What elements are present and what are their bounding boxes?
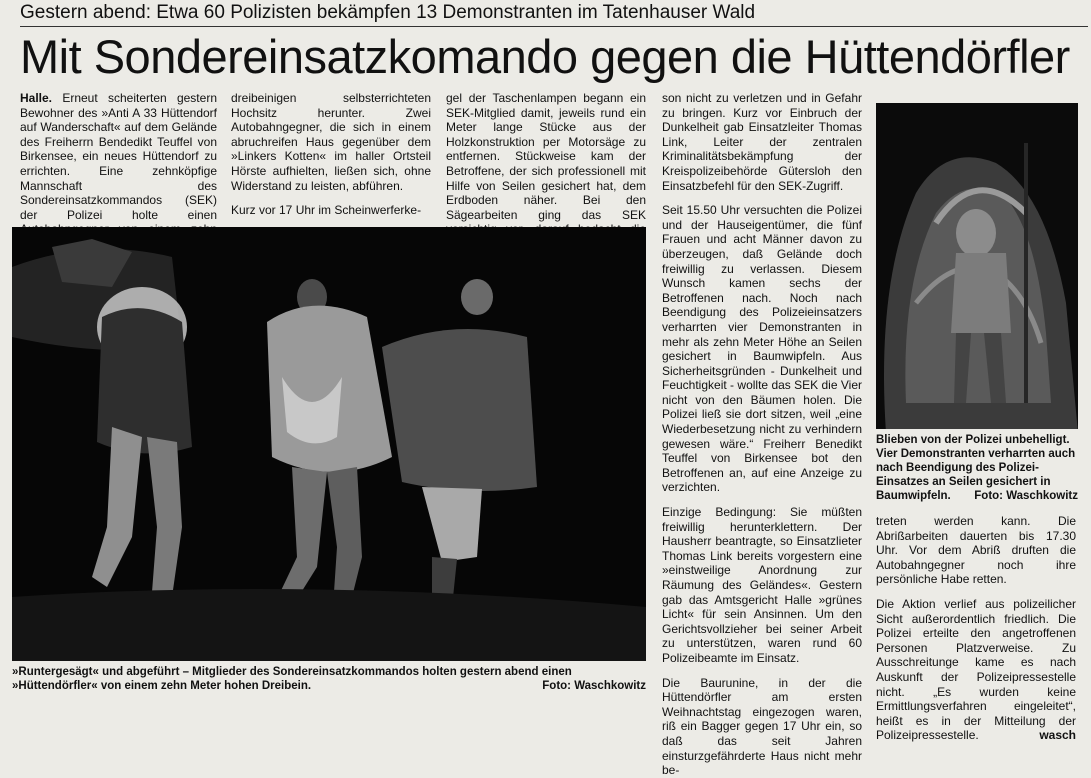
main-caption-text: »Runtergesägt« und abgeführt – Mitglieder des Sondereinsatzkommandos holten gestern abend einen »Hüttendörfler« von einem zehn Meter hohen Dreibein. bbox=[12, 666, 572, 692]
dateline: Halle. bbox=[20, 91, 53, 105]
column-3-paragraph-1: gel der Taschenlampen begann ein SEK-Mitglied damit, jeweils rund ein Meter lange Stücke aus der Holzkonstruktion per Motorsäge zu entfernen. Stückweise kam der Betroffene, der sich professionell mit Hilfe von Seilen gesichert hat, dem Erdboden näher. Bei den Sägearbeiten ging das SEK bbox=[446, 91, 646, 222]
text-column-5 bbox=[876, 514, 1076, 743]
text-column-4 bbox=[662, 91, 862, 778]
column-5-paragraph-1: treten werden kann. Die Abrißarbeiten dauerten bis 17.30 Uhr. Vor dem Abriß druften die Autobahngegner noch ihre persönliche Habe retten. bbox=[876, 514, 1076, 587]
column-1-text: Erneut scheiterten gestern Bewohner des »Anti A 33 Hüttendorf auf Wanderschaft« auf dem Gelände des Freiherrn Bendedikt Teuffel von Birkensee, ein neues Hüttendorf zu errichten. Eine zehnköpfige Mannschaft des Sondereinsatzkommandos (SEK) der Polizei holte einen bbox=[20, 91, 217, 222]
kicker-rule bbox=[20, 26, 1088, 27]
main-photo-caption bbox=[12, 665, 646, 693]
column-4-paragraph-4: Die Baurunine, in der die Hüttendörfler am ersten Weihnachtstag eingezogen waren, riß ein Bagger gegen 17 Uhr ein, so daß das seit Jahren einsturzgefährderte Haus nicht mehr be- bbox=[662, 675, 862, 778]
side-photo-caption bbox=[876, 433, 1078, 503]
column-5-paragraph-2-text: Die Aktion verlief aus polizeilicher Sicht außerordentlich friedlich. Die Polizei erteilte den angetroffenen Personen Platzverweise. Zu Ausschreitunge kame es nach Auskunft der Polizeipressestelle nicht. „Es wurden keine Ermittlungsverfahren eingeleitet“, heißt es in der Mitteilung der Polizeipressestelle. bbox=[876, 596, 1076, 743]
column-4-paragraph-2: Seit 15.50 Uhr versuchten die Polizei und der Hauseigentümer, die fünf Frauen und acht Männer davon zu überzeugen, daß Gelände doch freiwillig zu verlassen. Diesem Wunsch kamen sechs der Betroffenen nach. Noch nach Beendigung des Polizeieinsatzers verharrten vier Demonstranten in mehr als zehn Meter Höhe an Seilen gesichert in Baumwipfeln. Aus Sicherheitsgründen - Dunkelheit und Feuchtigkeit - wollte das SEK die Vier nicht von den Bäumen holen. Die Polizei ließ sie dort sitzen, weil „eine Wiederbesetzung nicht zu verhindern gewesen wäre.“ Freiherr Benedikt Teuffel von Birkensee bot den Betroffenen an, auf eine Anzeige zu verzichten. bbox=[662, 203, 862, 495]
main-caption-credit: Foto: Waschkowitz bbox=[542, 680, 646, 692]
column-2-paragraph-2: Kurz vor 17 Uhr im Scheinwerferke- bbox=[231, 203, 422, 218]
column-2-paragraph-1: dreibeinigen selbsterrichteten Hochsitz herunter. Zwei Autobahngegner, die sich in einem abruchreifen Haus gegenüber dem »Linkers Kotten« im haller Ortsteil Hörste aufhielten, ließen sich, ohne Widerstand zu leisten, abführen. bbox=[231, 91, 431, 193]
author-signature: wasch bbox=[1039, 728, 1076, 743]
main-photo bbox=[12, 227, 646, 661]
side-photo bbox=[876, 103, 1078, 429]
main-photo-image bbox=[12, 227, 646, 661]
column-5-paragraph-2 bbox=[876, 597, 1076, 743]
side-photo-image bbox=[876, 103, 1078, 429]
column-4-paragraph-1: son nicht zu verletzen und in Gefahr zu bringen. Kurz vor Einbruch der Dunkelheit gab Einsatzleiter Thomas Link, Leiter der zentralen Kriminalitätsbekämpfung der Kreispolizeibehörde Gütersloh den Einsatzbefehl für den SEK-Zugriff. bbox=[662, 91, 862, 193]
article-headline: Mit Sondereinsatzkomando gegen die Hüttendörfler bbox=[20, 30, 1070, 83]
side-caption-credit: Foto: Waschkowitz bbox=[974, 490, 1078, 502]
text-column-2 bbox=[231, 91, 431, 218]
column-4-paragraph-3: Einzige Bedingung: Sie müßten freiwillig herunterklettern. Der Hausherr beantragte, so Einsatzlieter Thomas Link bereits vorgestern eine »einstweilige Anordnung zur Räumung des Geländes«. Gestern gab das Amtsgericht Halle »grünes Licht« für sein Ansinnen. Um den Gerichtsvollzieher bei seiner Arbeit zu unterstützen, waren rund 60 Polizeibeamte im Einsatz. bbox=[662, 505, 862, 665]
side-caption-text: Blieben von der Polizei unbehelligt. Vier Demonstranten verharrten auch nach Beendigung des Polizei-Einsatzes an Seilen gesichert in Baumwipfeln. bbox=[876, 434, 1076, 502]
article-kicker: Gestern abend: Etwa 60 Polizisten bekämpfen 13 Demonstranten im Tatenhauser Wald bbox=[20, 2, 756, 23]
